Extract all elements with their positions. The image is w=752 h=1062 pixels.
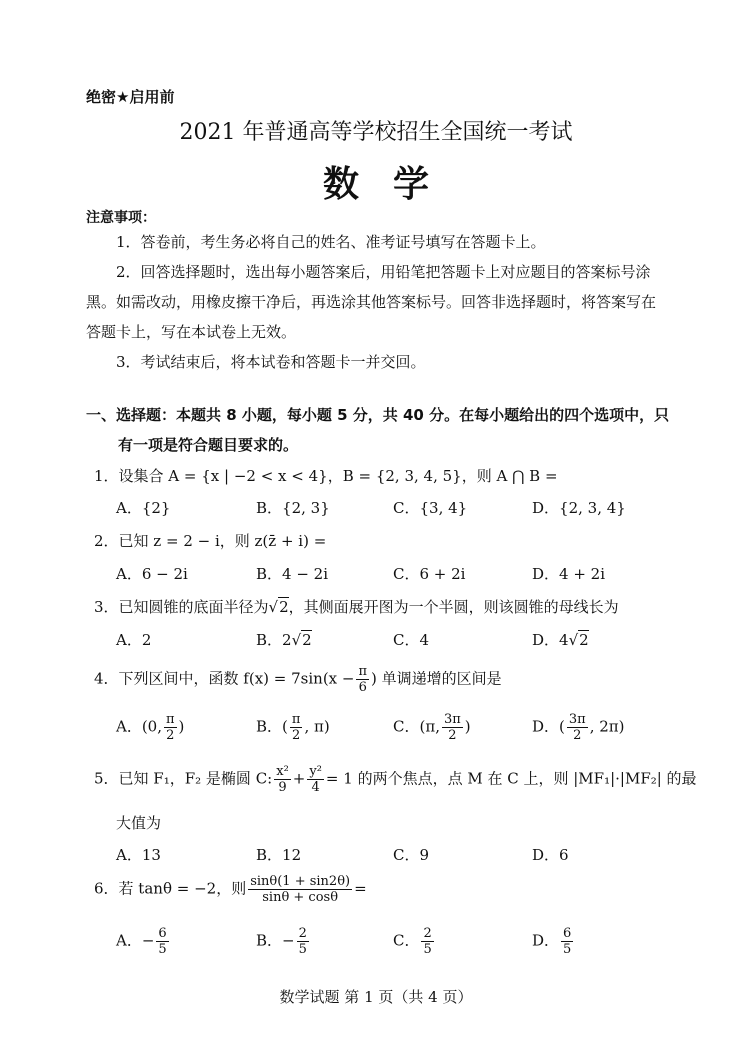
opt-text: ) xyxy=(178,717,185,736)
opt-fraction xyxy=(290,712,303,743)
frac-den: 2 xyxy=(448,728,457,743)
confidential-label: 绝密★启用前 xyxy=(86,88,175,106)
question-1-stem: 1．设集合 A = {x | −2 < x < 4}，B = {2, 3, 4, 5}，则 A ⋂ B = xyxy=(94,467,558,485)
q2-option-b: B．4 − 2i xyxy=(256,565,329,583)
q5-fraction-y xyxy=(307,764,324,795)
q2-option-d: D．4 + 2i xyxy=(532,565,606,583)
frac-num: x² xyxy=(276,764,289,779)
q3-option-a: A．2 xyxy=(116,631,152,649)
q6-fraction xyxy=(248,874,352,905)
q6-stem-part: 6．若 tanθ = −2，则 xyxy=(94,879,247,898)
q3-option-b-sqrt: 2 xyxy=(302,631,312,649)
q5-option-c: C．9 xyxy=(393,846,430,864)
frac-num: 3π xyxy=(568,712,586,727)
opt-text: D． xyxy=(532,931,560,950)
opt-text: D．( xyxy=(532,717,565,736)
frac-num: π xyxy=(291,712,301,727)
question-3-stem: 3．已知圆锥的底面半径为√2，其侧面展开图为一个半圆，则该圆锥的母线长为 xyxy=(94,598,619,616)
q6-option-c xyxy=(393,926,436,957)
opt-fraction xyxy=(561,926,573,957)
plus-sign: + xyxy=(292,769,306,788)
frac-den: 5 xyxy=(563,942,572,957)
q5-option-b: B．12 xyxy=(256,846,302,864)
frac-den: 5 xyxy=(158,942,167,957)
q1-option-b: B．{2, 3} xyxy=(256,499,330,517)
frac-den: 6 xyxy=(358,680,367,695)
q4-stem-part: ) 单调递增的区间是 xyxy=(371,669,502,688)
opt-text: ) xyxy=(464,717,471,736)
frac-num: 3π xyxy=(443,712,461,727)
q5-stem-part: = 1 的两个焦点，点 M 在 C 上，则 |MF₁|·|MF₂| 的最 xyxy=(325,769,697,788)
frac-num: π xyxy=(358,664,368,679)
q4-stem-fraction xyxy=(356,664,369,695)
opt-text: A．− xyxy=(116,931,155,950)
exam-title: 2021 年普通高等学校招生全国统一考试 xyxy=(179,120,573,145)
notes-heading: 注意事项： xyxy=(86,210,156,226)
q5-stem-part: 5．已知 F₁，F₂ 是椭圆 C: xyxy=(94,769,273,788)
note-item: 黑。如需改动，用橡皮擦干净后，再选涂其他答案标号。回答非选择题时，将答案写在 xyxy=(86,293,657,311)
q6-option-a xyxy=(116,926,171,957)
q4-option-d xyxy=(532,712,625,743)
opt-fraction xyxy=(421,926,433,957)
opt-text: A．(0, xyxy=(116,717,162,736)
note-item: 答题卡上，写在本试卷上无效。 xyxy=(86,323,297,341)
q6-option-b xyxy=(256,926,311,957)
note-item: 2．回答选择题时，选出每小题答案后，用铅笔把答题卡上对应题目的答案标号涂 xyxy=(116,263,651,281)
q4-option-b xyxy=(256,712,330,743)
note-item: 1．答卷前，考生务必将自己的姓名、准考证号填写在答题卡上。 xyxy=(116,233,546,251)
opt-fraction xyxy=(164,712,177,743)
frac-num: y² xyxy=(309,764,322,779)
q3-option-b-text: B．2 xyxy=(256,631,292,649)
subject-title: 数学 xyxy=(322,164,463,205)
question-4-stem xyxy=(94,664,502,695)
frac-num: π xyxy=(166,712,175,727)
frac-num: 6 xyxy=(563,926,572,941)
frac-num: sinθ(1 + sin2θ) xyxy=(250,874,351,889)
q3-stem-part: 3．已知圆锥的底面半径为 xyxy=(94,598,269,616)
opt-text: , 2π) xyxy=(589,717,625,736)
opt-text: B．− xyxy=(256,931,295,950)
frac-num: 6 xyxy=(158,926,167,941)
frac-num: 2 xyxy=(423,926,432,941)
q5-option-d: D．6 xyxy=(532,846,569,864)
section-heading-cont: 有一项是符合题目要求的。 xyxy=(118,436,299,454)
q1-option-c: C．{3, 4} xyxy=(393,499,468,517)
note-item: 3．考试结束后，将本试卷和答题卡一并交回。 xyxy=(116,353,426,371)
frac-den: sinθ + cosθ xyxy=(262,890,339,905)
question-2-stem: 2．已知 z = 2 − i，则 z(z̄ + i) = xyxy=(94,532,327,550)
opt-text: C． xyxy=(393,931,420,950)
question-5-stem-cont: 大值为 xyxy=(116,814,162,832)
q5-fraction-x xyxy=(274,764,291,795)
question-6-stem xyxy=(94,874,367,905)
frac-den: 5 xyxy=(423,942,432,957)
q2-option-a: A．6 − 2i xyxy=(116,565,188,583)
q1-option-d: D．{2, 3, 4} xyxy=(532,499,626,517)
opt-fraction xyxy=(297,926,309,957)
q4-option-a xyxy=(116,712,184,743)
opt-text: B．( xyxy=(256,717,288,736)
frac-den: 2 xyxy=(292,728,301,743)
frac-den: 2 xyxy=(166,728,175,743)
q3-option-b: B．2√2 xyxy=(256,631,312,649)
q5-option-a: A．13 xyxy=(116,846,161,864)
q4-stem-part: 4．下列区间中，函数 f(x) = 7sin(x − xyxy=(94,669,355,688)
page-footer: 数学试题 第 1 页（共 4 页） xyxy=(279,988,473,1006)
frac-den: 9 xyxy=(278,780,287,795)
q6-option-d xyxy=(532,926,575,957)
q3-sqrt-value: 2 xyxy=(279,598,289,616)
opt-fraction xyxy=(442,712,463,743)
opt-text: C．(π, xyxy=(393,717,440,736)
q4-option-c xyxy=(393,712,471,743)
q3-option-d: D．4√2 xyxy=(532,631,589,649)
question-5-stem xyxy=(94,764,697,795)
q3-option-d-text: D．4 xyxy=(532,631,569,649)
opt-fraction xyxy=(567,712,588,743)
q1-option-a: A．{2} xyxy=(116,499,171,517)
opt-text: , π) xyxy=(304,717,330,736)
frac-den: 5 xyxy=(298,942,307,957)
frac-num: 2 xyxy=(298,926,307,941)
section-heading: 一、选择题：本题共 8 小题，每小题 5 分，共 40 分。在每小题给出的四个选项中，只 xyxy=(86,406,670,424)
q3-option-c: C．4 xyxy=(393,631,430,649)
q2-option-c: C．6 + 2i xyxy=(393,565,466,583)
q3-option-d-sqrt: 2 xyxy=(579,631,589,649)
frac-den: 2 xyxy=(573,728,582,743)
q3-stem-part: ，其侧面展开图为一个半圆，则该圆锥的母线长为 xyxy=(288,598,619,616)
q6-stem-part: = xyxy=(354,879,367,898)
opt-fraction xyxy=(156,926,168,957)
frac-den: 4 xyxy=(311,780,320,795)
